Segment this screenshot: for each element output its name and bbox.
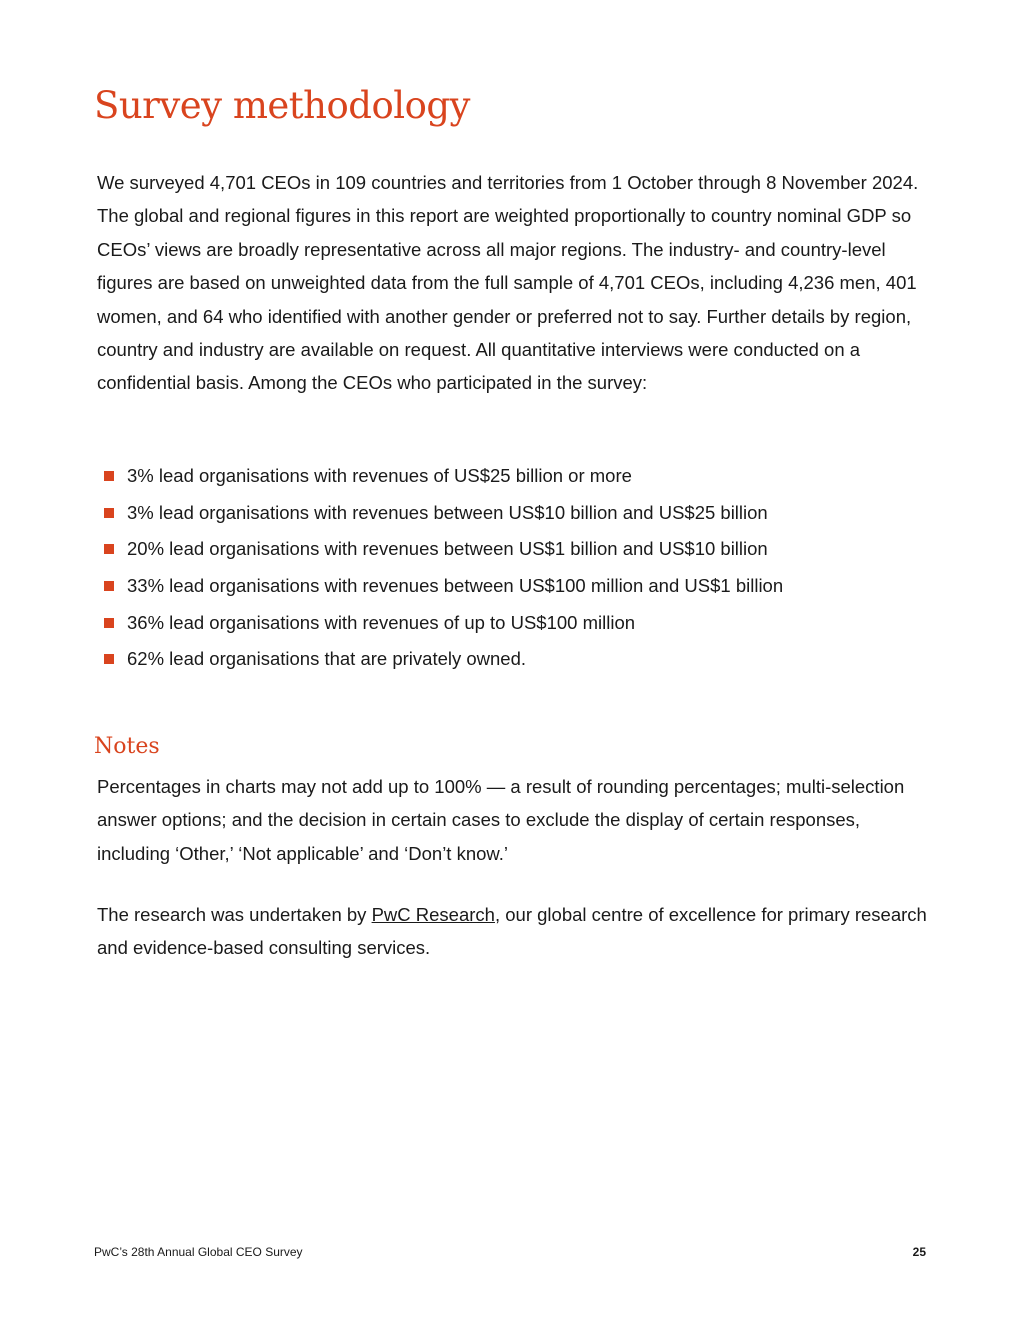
list-item-text: 20% lead organisations with revenues between US$1 billion and US$10 billion [127,538,768,560]
list-item-text: 62% lead organisations that are privately owned. [127,648,527,670]
list-item [104,641,934,678]
research-paragraph [97,898,937,965]
notes-heading: Notes [94,734,160,759]
square-bullet-icon [104,508,114,518]
square-bullet-icon [104,544,114,554]
square-bullet-icon [104,471,114,481]
intro-paragraph: We surveyed 4,701 CEOs in 109 countries and territories from 1 October through 8 November 2024. The global and regional figures in this report are weighted proportionally to country nominal GDP so CEOs’ views are broadly representative across all major regions. The industry- and country-level figures are based on unweighted data from the full sample of 4,701 CEOs, including 4,236 men, 401 women, and 64 who identified with another gender or preferred not to say. Further details by region, country and industry are available on request. All quantitative interviews were conducted on a confidential basis. Among the CEOs who participated in the survey: [97,172,919,394]
list-item-text: 3% lead organisations with revenues of US$25 billion or more [127,465,632,487]
research-prefix: The research was undertaken by [97,904,372,925]
square-bullet-icon [104,618,114,628]
revenue-bullet-list [104,458,934,678]
square-bullet-icon [104,654,114,664]
list-item-text: 36% lead organisations with revenues of up to US$100 million [127,611,636,633]
page-number: 25 [912,1245,926,1259]
list-item [104,495,934,532]
list-item-text: 33% lead organisations with revenues between US$100 million and US$1 billion [127,575,784,597]
list-item [104,458,934,495]
footer-publication-title: PwC’s 28th Annual Global CEO Survey [94,1245,303,1259]
research-suffix: , our global centre of excellence for primary research and evidence-based consulting services. [97,904,927,959]
page-title: Survey methodology [94,84,470,127]
list-item [104,531,934,568]
list-item-text: 3% lead organisations with revenues between US$10 billion and US$25 billion [127,501,768,523]
list-item [104,568,934,605]
notes-paragraph: Percentages in charts may not add up to 100% — a result of rounding percentages; multi-selection answer options; and the decision in certain cases to exclude the display of certain responses, including ‘Other,’ ‘Not applicable’ and ‘Don’t know.’ [97,776,905,864]
square-bullet-icon [104,581,114,591]
list-item [104,604,934,641]
pwc-research-link[interactable]: PwC Research [371,904,495,925]
